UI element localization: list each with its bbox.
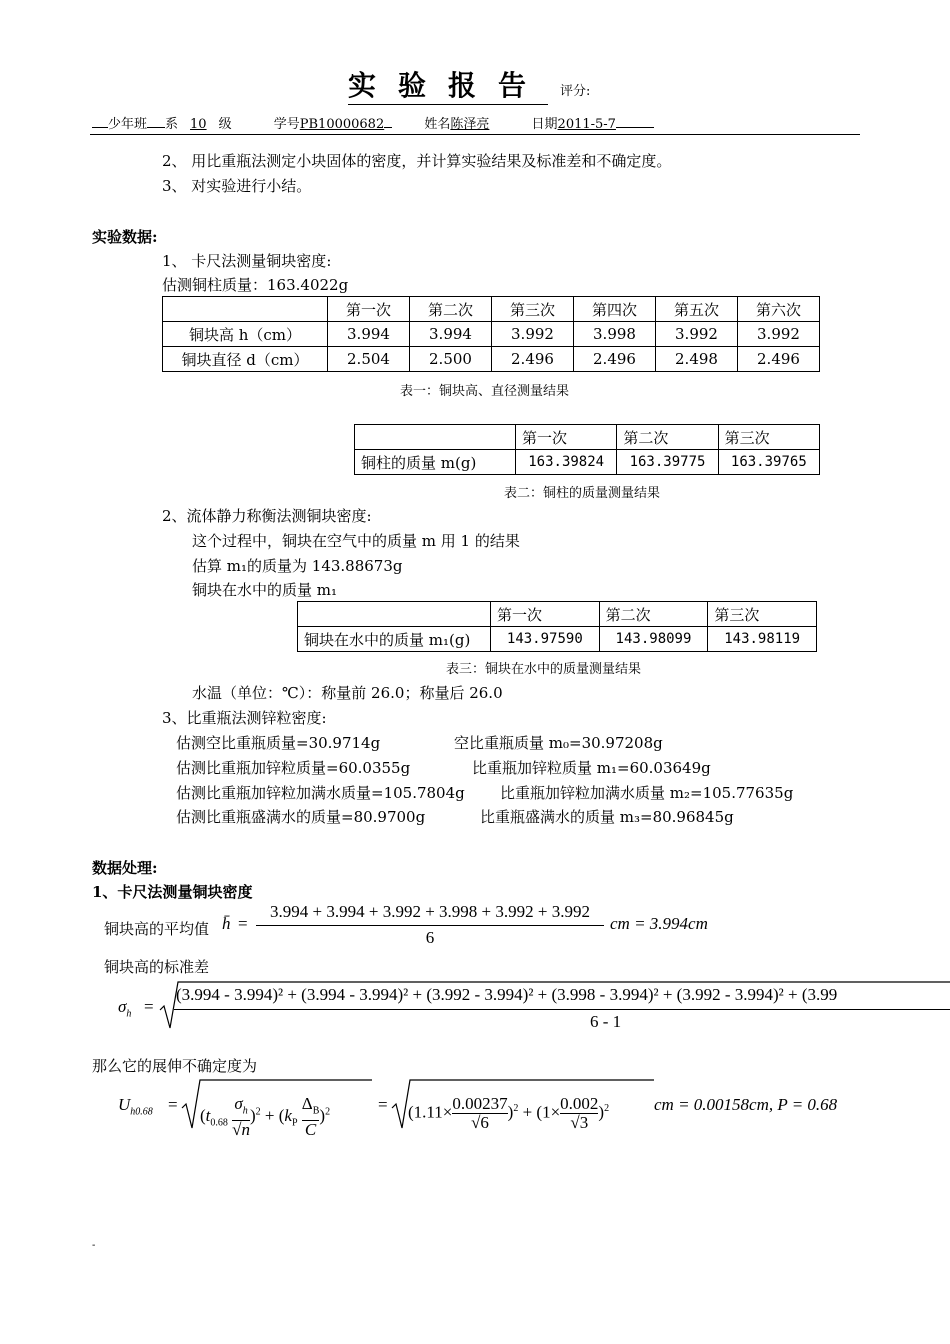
table-cell: 143.98099: [599, 627, 708, 652]
table-header: 第三次: [708, 602, 817, 627]
processing-sub1: 1、卡尺法测量铜块密度: [92, 883, 253, 901]
s3-measured-3: 比重瓶盛满水的质量 m₃=80.96845g: [480, 808, 734, 826]
table-cell: [298, 602, 491, 627]
table-row: [163, 322, 820, 347]
std-denominator: 6 - 1: [590, 1012, 622, 1031]
table-header: 第四次: [574, 297, 656, 322]
sqrt-6: √6: [471, 1113, 489, 1132]
section2-line2: 估算 m₁的质量为 143.88673g: [192, 557, 403, 575]
avg-symbol: h̄: [222, 914, 231, 933]
table-1-caption: 表一：铜块高、直径测量结果: [400, 384, 570, 399]
coef-kp: 1: [542, 1102, 551, 1122]
kp-sub: P: [291, 1117, 298, 1129]
unc-u: U: [118, 1095, 131, 1114]
std-symbol: [118, 997, 131, 1019]
table-header: 第五次: [656, 297, 738, 322]
name-label: 姓名: [424, 117, 451, 132]
table-cell: 3.992: [656, 322, 738, 347]
t-sub: 0.68: [210, 1117, 228, 1129]
avg-equals: =: [238, 914, 248, 933]
s3-measured-1: 比重瓶加锌粒质量 m₁=60.03649g: [472, 759, 711, 777]
date-value: 2011-5-7: [557, 117, 616, 132]
sqrt-n: √n: [232, 1120, 250, 1140]
section2-title: 2、流体静力称衡法测铜块密度:: [162, 507, 372, 525]
sigma-value: 0.00237: [452, 1094, 508, 1113]
table-3: [297, 601, 817, 652]
table-header: 第一次: [491, 602, 600, 627]
unc-symbol: [118, 1095, 153, 1117]
table-3-caption: 表三：铜块在水中的质量测量结果: [446, 662, 642, 677]
unc-label: 那么它的展伸不确定度为: [92, 1057, 258, 1075]
delta-value: 0.002: [560, 1094, 599, 1113]
section1-mass: 估测铜柱质量：163.4022g: [162, 276, 349, 294]
avg-denominator: 6: [425, 928, 435, 947]
c-symbol: C: [304, 1120, 317, 1140]
table-cell: 163.39775: [617, 450, 718, 475]
table-header: 第三次: [492, 297, 574, 322]
water-temp: 水温（单位：℃）：称量前 26.0；称量后 26.0: [192, 684, 503, 702]
std-numerator: (3.994 - 3.994)² + (3.994 - 3.994)² + (3.992 - 3.994)² + (3.998 - 3.994)² + (3.992 - 3.994)² + (3.99: [176, 985, 838, 1004]
delta-b: $\Delta_B$: [302, 1095, 320, 1121]
table-cell: 3.992: [738, 322, 820, 347]
table-cell: 2.496: [492, 347, 574, 372]
table-row: [163, 297, 820, 322]
table-cell: 163.39765: [718, 450, 819, 475]
avg-result: cm = 3.994cm: [610, 914, 708, 933]
table-cell: 143.97590: [491, 627, 600, 652]
table-cell: [163, 297, 328, 322]
table-1: [162, 296, 820, 372]
avg-fraction-bar: [256, 925, 604, 926]
sigma-h: $\sigma_h$: [232, 1095, 250, 1121]
table-header: 第六次: [738, 297, 820, 322]
table-cell: 2.500: [410, 347, 492, 372]
unc-expr-2: (1.11× $\frac{0.00237}{√6}$ )$^2$ + (1× $\frac{0.002}{√3}$ )$^2$: [408, 1094, 610, 1132]
table-cell: 3.994: [410, 322, 492, 347]
table-cell: 143.98119: [708, 627, 817, 652]
table-cell: 铜块在水中的质量 m₁(g): [298, 627, 491, 652]
s3-estimate-3: 估测比重瓶盛满水的质量=80.9700g: [176, 808, 426, 826]
name-value: 陈泽亮: [450, 117, 490, 132]
table-row: [163, 347, 820, 372]
task-2: 2、 用比重瓶法测定小块固体的密度，并计算实验结果及标准差和不确定度。: [162, 152, 672, 170]
t-symbol: t: [205, 1106, 211, 1126]
id-label: 学号: [273, 117, 300, 132]
s3-estimate-1: 估测比重瓶加锌粒质量=60.0355g: [176, 759, 411, 777]
std-sigma: σ: [118, 997, 127, 1016]
unc-expr-1: ($t_{0.68}$ $\frac{\sigma_h}{√n}$ )$^2 + (k_P$ $\frac{\Delta_B}{C}$ )$^2$: [200, 1094, 331, 1140]
table-cell: [355, 425, 516, 450]
table-header: 第二次: [617, 425, 718, 450]
table-cell: 3.994: [328, 322, 410, 347]
std-fraction-bar: [174, 1009, 950, 1010]
std-equals: =: [144, 997, 154, 1016]
table-header: 第一次: [328, 297, 410, 322]
table-row: [355, 425, 820, 450]
section3-title: 3、比重瓶法测锌粒密度:: [162, 709, 327, 727]
score-label: 评分:: [560, 84, 591, 99]
s3-measured-0: 空比重瓶质量 m₀=30.97208g: [454, 734, 663, 752]
coef-t: 1.11: [413, 1102, 443, 1122]
table-cell: 2.496: [574, 347, 656, 372]
table-header: 第二次: [599, 602, 708, 627]
page-title: 实验报告: [348, 64, 548, 105]
table-cell: 2.504: [328, 347, 410, 372]
avg-label: 铜块高的平均值: [104, 920, 210, 938]
section2-line1: 这个过程中，铜块在空气中的质量 m 用 1 的结果: [192, 532, 520, 550]
task-3: 3、 对实验进行小结。: [162, 177, 312, 195]
date-label: 日期: [531, 117, 558, 132]
class-label: 少年班: [108, 117, 148, 132]
table-row: [298, 602, 817, 627]
unc-equals-1: =: [168, 1095, 178, 1114]
table-row: [355, 450, 820, 475]
s3-estimate-2: 估测比重瓶加锌粒加满水质量=105.7804g: [176, 784, 465, 802]
table-cell: 163.39824: [516, 450, 617, 475]
table-cell: 2.496: [738, 347, 820, 372]
std-label: 铜块高的标准差: [104, 958, 210, 976]
table-2-caption: 表二：铜柱的质量测量结果: [504, 486, 661, 501]
table-cell: 3.992: [492, 322, 574, 347]
sqrt-3: √3: [570, 1113, 589, 1132]
student-info-row: [92, 113, 654, 132]
id-value: PB10000682: [299, 117, 385, 132]
unc-equals-2: =: [378, 1095, 388, 1114]
std-sub: h: [126, 1008, 132, 1020]
table-header: 第三次: [718, 425, 819, 450]
grade-value: 10: [190, 117, 207, 132]
table-header: 第二次: [410, 297, 492, 322]
processing-heading: 数据处理:: [92, 859, 158, 877]
table-cell: 铜块高 h（cm）: [163, 322, 328, 347]
data-heading: 实验数据:: [92, 228, 158, 246]
table-cell: 铜块直径 d（cm）: [163, 347, 328, 372]
table-header: 第一次: [516, 425, 617, 450]
table-row: [298, 627, 817, 652]
grade-label: 级: [218, 117, 232, 132]
avg-numerator: 3.994 + 3.994 + 3.992 + 3.998 + 3.992 + 3.992: [270, 902, 590, 921]
header-rule: [90, 134, 860, 135]
s3-measured-2: 比重瓶加锌粒加满水质量 m₂=105.77635g: [500, 784, 794, 802]
s3-estimate-0: 估测空比重瓶质量=30.9714g: [176, 734, 381, 752]
table-2: [354, 424, 820, 475]
unc-sub: h0.68: [130, 1106, 153, 1118]
table-cell: 铜柱的质量 m(g): [355, 450, 516, 475]
unc-result: cm = 0.00158cm, P = 0.68: [654, 1095, 838, 1114]
table-cell: 3.998: [574, 322, 656, 347]
kp-symbol: k: [284, 1106, 292, 1126]
section2-line3: 铜块在水中的质量 m₁: [192, 581, 338, 599]
table-cell: 2.498: [656, 347, 738, 372]
section1-title: 1、 卡尺法测量铜块密度:: [162, 252, 332, 270]
dept-label: 系: [165, 117, 179, 132]
footer-mark: -: [92, 1240, 96, 1251]
